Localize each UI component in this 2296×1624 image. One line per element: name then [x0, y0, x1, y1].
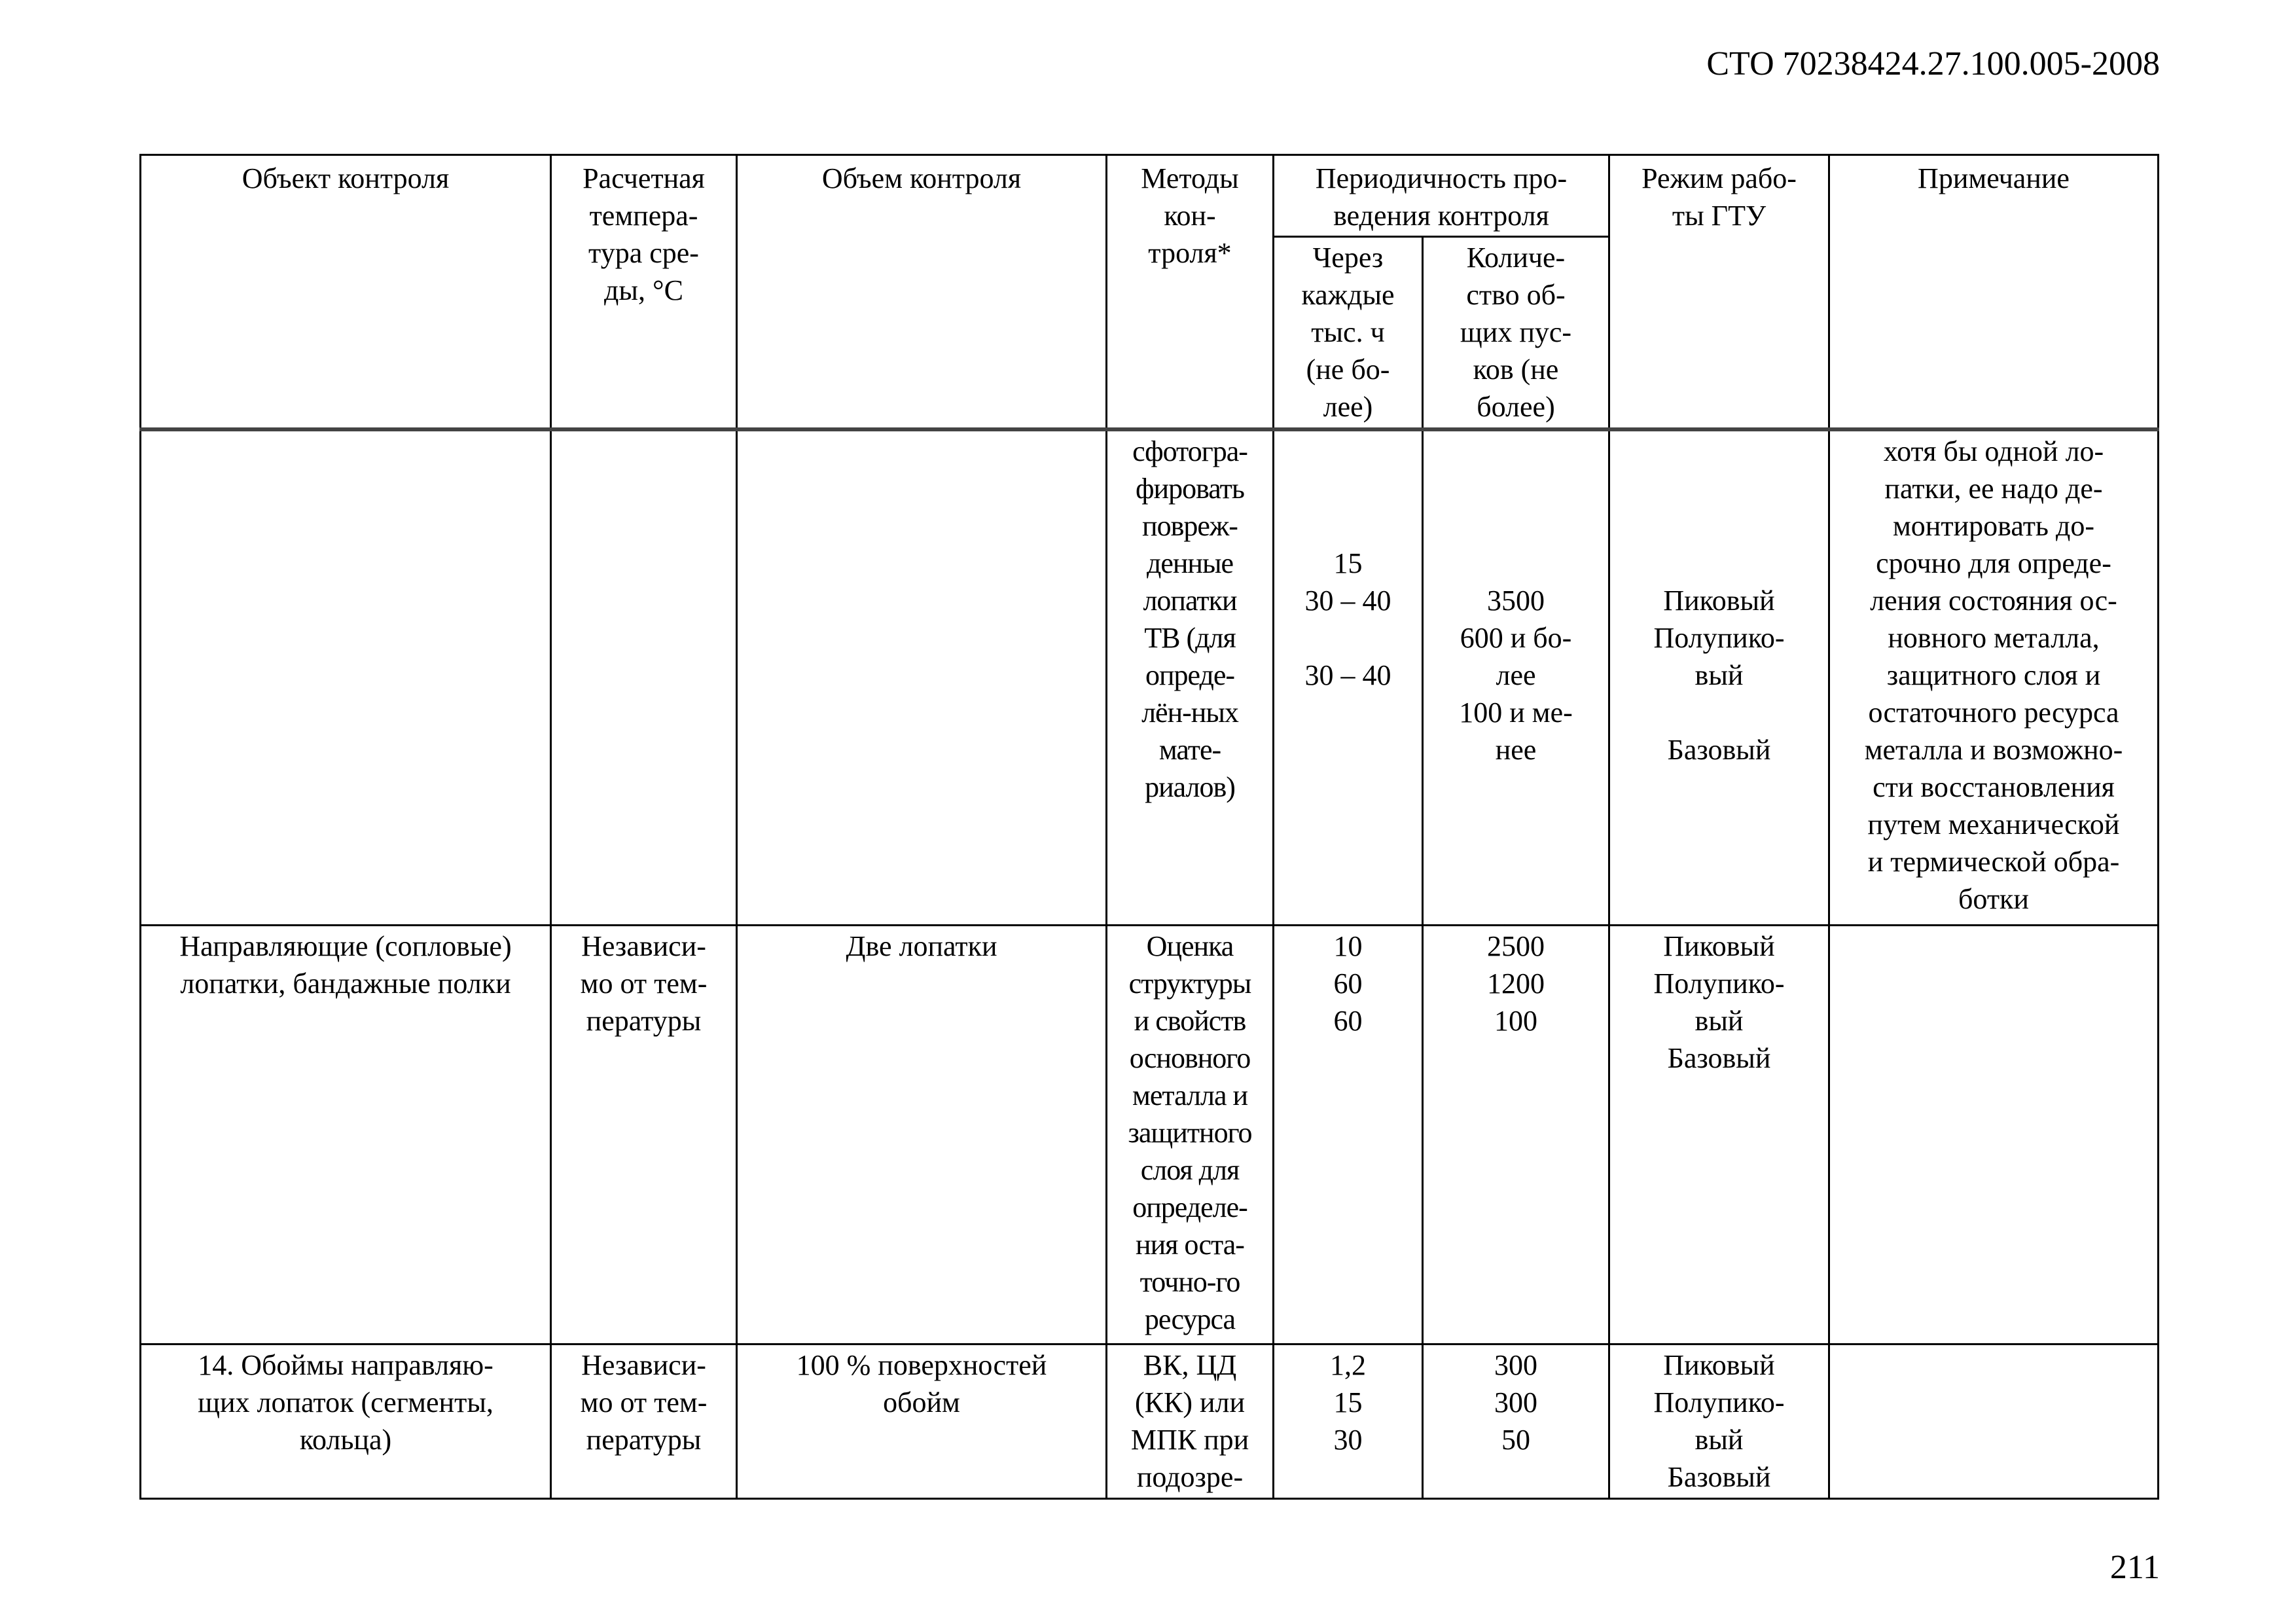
page-number: 211	[2109, 1549, 2160, 1586]
cell-methods: сфотогра- фировать повреж- денные лопатки ТВ (для опреде- лён-ных мате- риалов)	[1107, 429, 1274, 926]
cell-temperature: Независи- мо от тем- пературы	[551, 1344, 737, 1499]
control-table	[139, 154, 2159, 1500]
cell-temperature: Независи- мо от тем- пературы	[551, 926, 737, 1344]
header-starts-count: Количе- ство об- щих пус- ков (не более)	[1423, 237, 1609, 429]
cell-object	[141, 429, 551, 926]
cell-object: 14. Обоймы направляю- щих лопаток (сегменты, кольца)	[141, 1344, 551, 1499]
cell-note	[1829, 926, 2159, 1344]
cell-every: 10 60 60	[1274, 926, 1423, 1344]
cell-starts: 300 300 50	[1423, 1344, 1609, 1499]
header-object: Объект контроля	[141, 155, 551, 429]
cell-starts: 2500 1200 100	[1423, 926, 1609, 1344]
cell-every: 15 30 – 40 30 – 40	[1274, 429, 1423, 926]
header-periodicity: Периодичность про- ведения контроля	[1274, 155, 1609, 237]
cell-note	[1829, 1344, 2159, 1499]
cell-scope	[737, 429, 1107, 926]
cell-scope: Две лопатки	[737, 926, 1107, 1344]
table-header-row	[141, 155, 2159, 237]
header-methods: Методы кон- троля*	[1107, 155, 1274, 429]
header-temperature: Расчетная темпера- тура сре- ды, °C	[551, 155, 737, 429]
cell-note: хотя бы одной ло- патки, ее надо де- монтировать до- срочно для опреде- ления состояния ос- новного металла, защитного слоя и остаточного ресурса металла и возможно- сти восстановления путем механической и термической обра- ботки	[1829, 429, 2159, 926]
table-row	[141, 429, 2159, 926]
cell-every: 1,2 15 30	[1274, 1344, 1423, 1499]
cell-methods: ВК, ЦД (КК) или МПК при подозре-	[1107, 1344, 1274, 1499]
table-row	[141, 1344, 2159, 1499]
header-note: Примечание	[1829, 155, 2159, 429]
cell-scope: 100 % поверхностей обойм	[737, 1344, 1107, 1499]
cell-temperature	[551, 429, 737, 926]
cell-methods: Оценка структуры и свойств основного металла и защитного слоя для определе- ния оста- точно-го ресурса	[1107, 926, 1274, 1344]
cell-mode: Пиковый Полупико- вый Базовый	[1609, 1344, 1829, 1499]
header-every-thousand-hours: Через каждые тыс. ч (не бо- лее)	[1274, 237, 1423, 429]
cell-mode: Пиковый Полупико- вый Базовый	[1609, 429, 1829, 926]
cell-starts: 3500 600 и бо- лее 100 и ме- нее	[1423, 429, 1609, 926]
table-row	[141, 926, 2159, 1344]
document-code: СТО 70238424.27.100.005-2008	[1706, 45, 2160, 82]
header-mode: Режим рабо- ты ГТУ	[1609, 155, 1829, 429]
cell-object: Направляющие (сопловые) лопатки, бандажные полки	[141, 926, 551, 1344]
header-scope: Объем контроля	[737, 155, 1107, 429]
cell-mode: Пиковый Полупико- вый Базовый	[1609, 926, 1829, 1344]
